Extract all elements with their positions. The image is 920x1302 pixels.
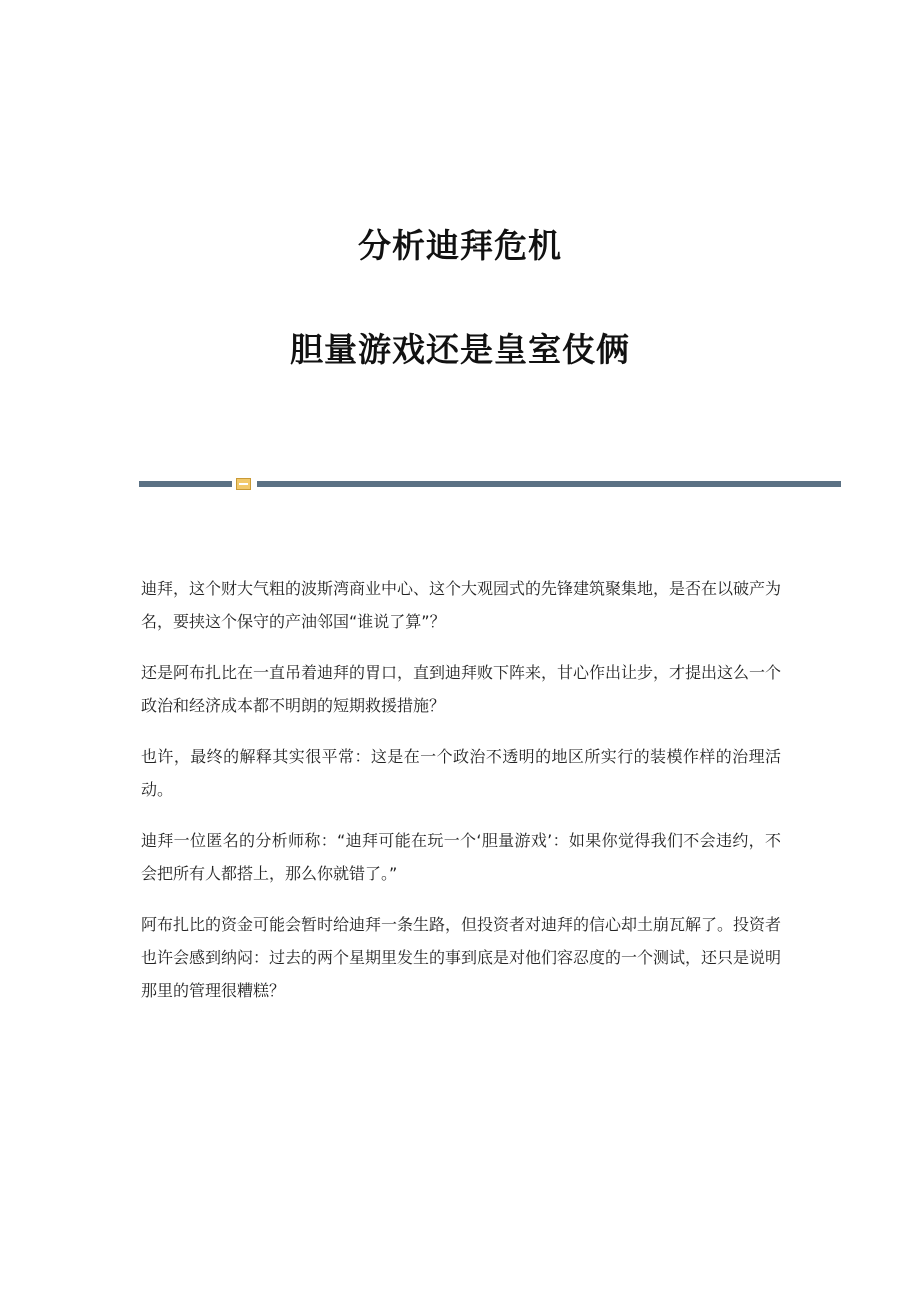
paragraph: 还是阿布扎比在一直吊着迪拜的胃口，直到迪拜败下阵来，甘心作出让步，才提出这么一个政治和经济成本都不明朗的短期救援措施？: [141, 663, 782, 715]
divider-bar-left: [139, 481, 232, 487]
paragraph: 迪拜，这个财大气粗的波斯湾商业中心、这个大观园式的先锋建筑聚集地，是否在以破产为名，要挟这个保守的产油邻国“谁说了算”？: [141, 579, 782, 631]
article-body: [141, 572, 781, 1025]
envelope-icon: [236, 478, 251, 490]
divider-bar-right: [257, 481, 841, 487]
paragraph: 阿布扎比的资金可能会暂时给迪拜一条生路，但投资者对迪拜的信心却土崩瓦解了。投资者也许会感到纳闷：过去的两个星期里发生的事到底是对他们容忍度的一个测试，还只是说明那里的管理很糟糕？: [141, 915, 782, 1000]
page-title: 分析迪拜危机: [358, 226, 562, 265]
paragraph: 也许，最终的解释其实很平常：这是在一个政治不透明的地区所实行的装模作样的治理活动。: [141, 747, 781, 799]
decorative-divider: [139, 478, 841, 490]
paragraph: 迪拜一位匿名的分析师称：“迪拜可能在玩一个‘胆量游戏’：如果你觉得我们不会违约，不会把所有人都搭上，那么你就错了。”: [141, 831, 781, 883]
page-subtitle: 胆量游戏还是皇室伎俩: [290, 330, 630, 369]
